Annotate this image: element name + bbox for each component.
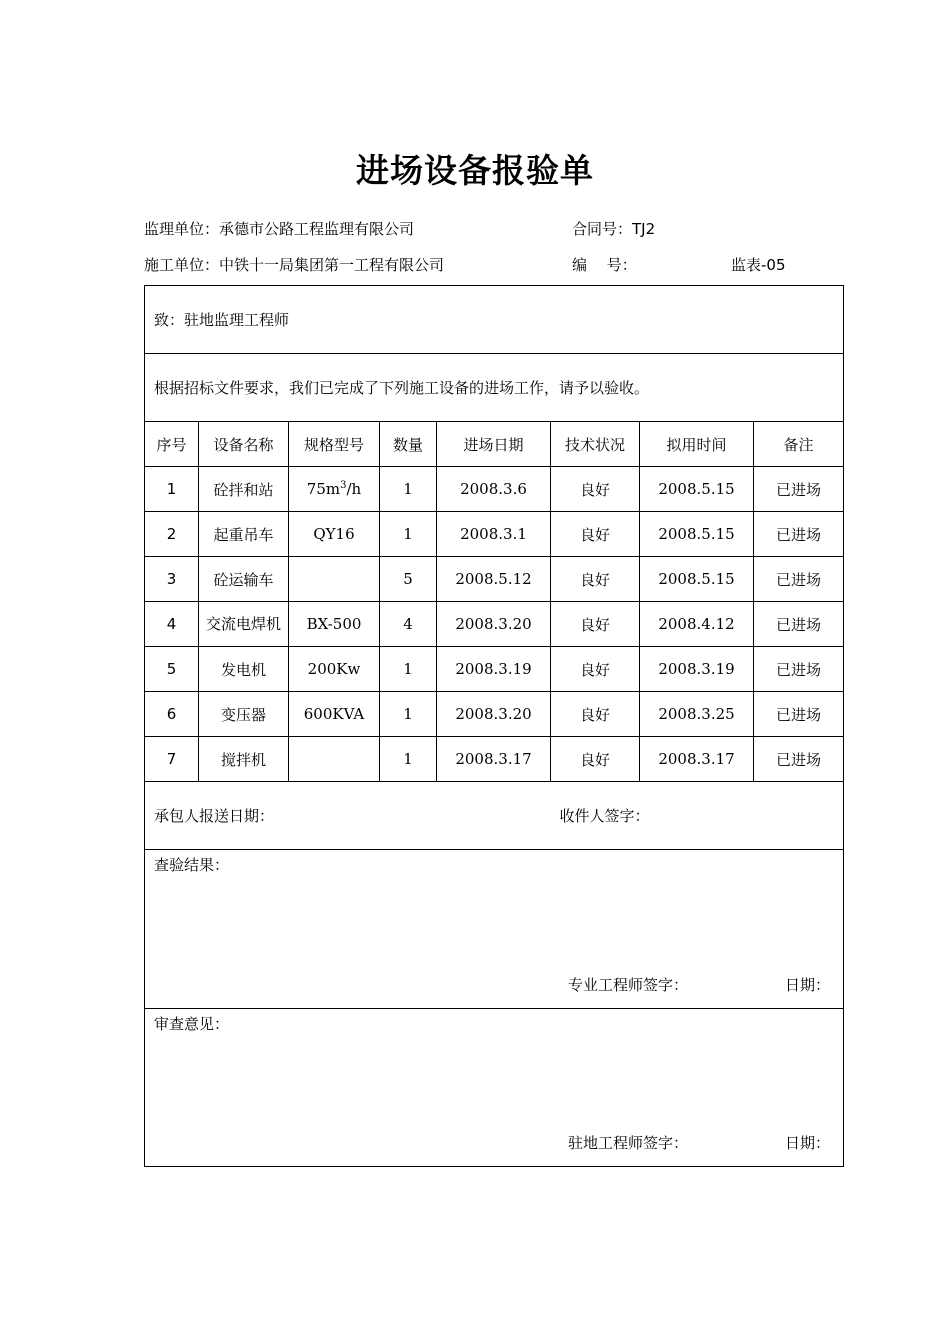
equipment-name: 变压器 <box>199 692 289 737</box>
construction-unit: 施工单位：中铁十一局集团第一工程有限公司 <box>144 256 445 274</box>
entry-date: 2008.3.19 <box>437 647 551 692</box>
technical-condition: 良好 <box>551 512 640 557</box>
receiver-sign-label: 收件人签字： <box>551 782 844 850</box>
remark: 已进场 <box>754 467 844 512</box>
equipment-spec: 200Kw <box>289 647 380 692</box>
spec-text: 75m <box>306 480 341 498</box>
form-code: 监表-05 <box>731 256 786 274</box>
table-row <box>145 647 844 692</box>
quantity: 1 <box>380 467 437 512</box>
column-header: 设备名称 <box>199 422 289 467</box>
submit-date-label: 承包人报送日期： <box>145 782 551 850</box>
column-header: 数量 <box>380 422 437 467</box>
resident-engineer-sign-label: 驻地工程师签字： <box>568 1134 689 1152</box>
planned-date: 2008.5.15 <box>640 467 754 512</box>
equipment-spec <box>289 557 380 602</box>
equipment-name: 起重吊车 <box>199 512 289 557</box>
remark: 已进场 <box>754 737 844 782</box>
entry-date: 2008.3.20 <box>437 692 551 737</box>
planned-date: 2008.3.25 <box>640 692 754 737</box>
equipment-spec <box>289 467 380 512</box>
column-header: 备注 <box>754 422 844 467</box>
inspection-row <box>145 850 844 1009</box>
equipment-spec <box>289 737 380 782</box>
row-number: 4 <box>145 602 199 647</box>
planned-date: 2008.3.17 <box>640 737 754 782</box>
quantity: 4 <box>380 602 437 647</box>
entry-date: 2008.5.12 <box>437 557 551 602</box>
table-row <box>145 737 844 782</box>
quantity: 1 <box>380 512 437 557</box>
table-row <box>145 512 844 557</box>
remark: 已进场 <box>754 602 844 647</box>
column-header: 进场日期 <box>437 422 551 467</box>
technical-condition: 良好 <box>551 467 640 512</box>
table-row <box>145 467 844 512</box>
row-number: 6 <box>145 692 199 737</box>
to-row <box>145 286 844 354</box>
submit-row <box>145 782 844 850</box>
planned-date: 2008.3.19 <box>640 647 754 692</box>
review-date-label: 日期： <box>785 1134 831 1152</box>
equipment-spec: QY16 <box>289 512 380 557</box>
quantity: 1 <box>380 692 437 737</box>
supervision-unit: 监理单位：承德市公路工程监理有限公司 <box>144 220 415 238</box>
column-header: 拟用时间 <box>640 422 754 467</box>
technical-condition: 良好 <box>551 692 640 737</box>
equipment-spec: 600KVA <box>289 692 380 737</box>
planned-date: 2008.5.15 <box>640 557 754 602</box>
planned-date: 2008.4.12 <box>640 602 754 647</box>
table-row <box>145 692 844 737</box>
spec-tail: /h <box>346 480 362 498</box>
remark: 已进场 <box>754 692 844 737</box>
spec-superscript: 3 <box>340 480 347 491</box>
equipment-name: 交流电焊机 <box>199 602 289 647</box>
inspection-date-label: 日期： <box>785 976 831 994</box>
row-number: 3 <box>145 557 199 602</box>
document-title: 进场设备报验单 <box>356 151 594 190</box>
row-number: 1 <box>145 467 199 512</box>
equipment-name: 搅拌机 <box>199 737 289 782</box>
planned-date: 2008.5.15 <box>640 512 754 557</box>
quantity: 1 <box>380 647 437 692</box>
inspection-section <box>145 850 844 1009</box>
equipment-name: 砼拌和站 <box>199 467 289 512</box>
intro-row <box>145 354 844 422</box>
remark: 已进场 <box>754 512 844 557</box>
table-header-row <box>145 422 844 467</box>
inspection-result-label: 查验结果： <box>154 856 230 874</box>
quantity: 5 <box>380 557 437 602</box>
entry-date: 2008.3.6 <box>437 467 551 512</box>
technical-condition: 良好 <box>551 647 640 692</box>
equipment-form <box>144 285 844 1167</box>
quantity: 1 <box>380 737 437 782</box>
column-header: 技术状况 <box>551 422 640 467</box>
to-line: 致：驻地监理工程师 <box>145 286 844 354</box>
equipment-name: 发电机 <box>199 647 289 692</box>
specialist-engineer-sign-label: 专业工程师签字： <box>568 976 689 994</box>
serial-number-label: 编 号： <box>572 256 637 274</box>
review-section <box>145 1009 844 1167</box>
review-row <box>145 1009 844 1167</box>
row-number: 5 <box>145 647 199 692</box>
row-number: 7 <box>145 737 199 782</box>
entry-date: 2008.3.17 <box>437 737 551 782</box>
table-row <box>145 557 844 602</box>
remark: 已进场 <box>754 647 844 692</box>
contract-number: 合同号：TJ2 <box>572 220 656 238</box>
row-number: 2 <box>145 512 199 557</box>
technical-condition: 良好 <box>551 737 640 782</box>
column-header: 规格型号 <box>289 422 380 467</box>
table-row <box>145 602 844 647</box>
technical-condition: 良好 <box>551 602 640 647</box>
entry-date: 2008.3.20 <box>437 602 551 647</box>
column-header: 序号 <box>145 422 199 467</box>
equipment-name: 砼运输车 <box>199 557 289 602</box>
review-opinion-label: 审查意见： <box>154 1015 230 1033</box>
remark: 已进场 <box>754 557 844 602</box>
technical-condition: 良好 <box>551 557 640 602</box>
equipment-spec: BX-500 <box>289 602 380 647</box>
intro-text: 根据招标文件要求，我们已完成了下列施工设备的进场工作，请予以验收。 <box>145 354 844 422</box>
entry-date: 2008.3.1 <box>437 512 551 557</box>
